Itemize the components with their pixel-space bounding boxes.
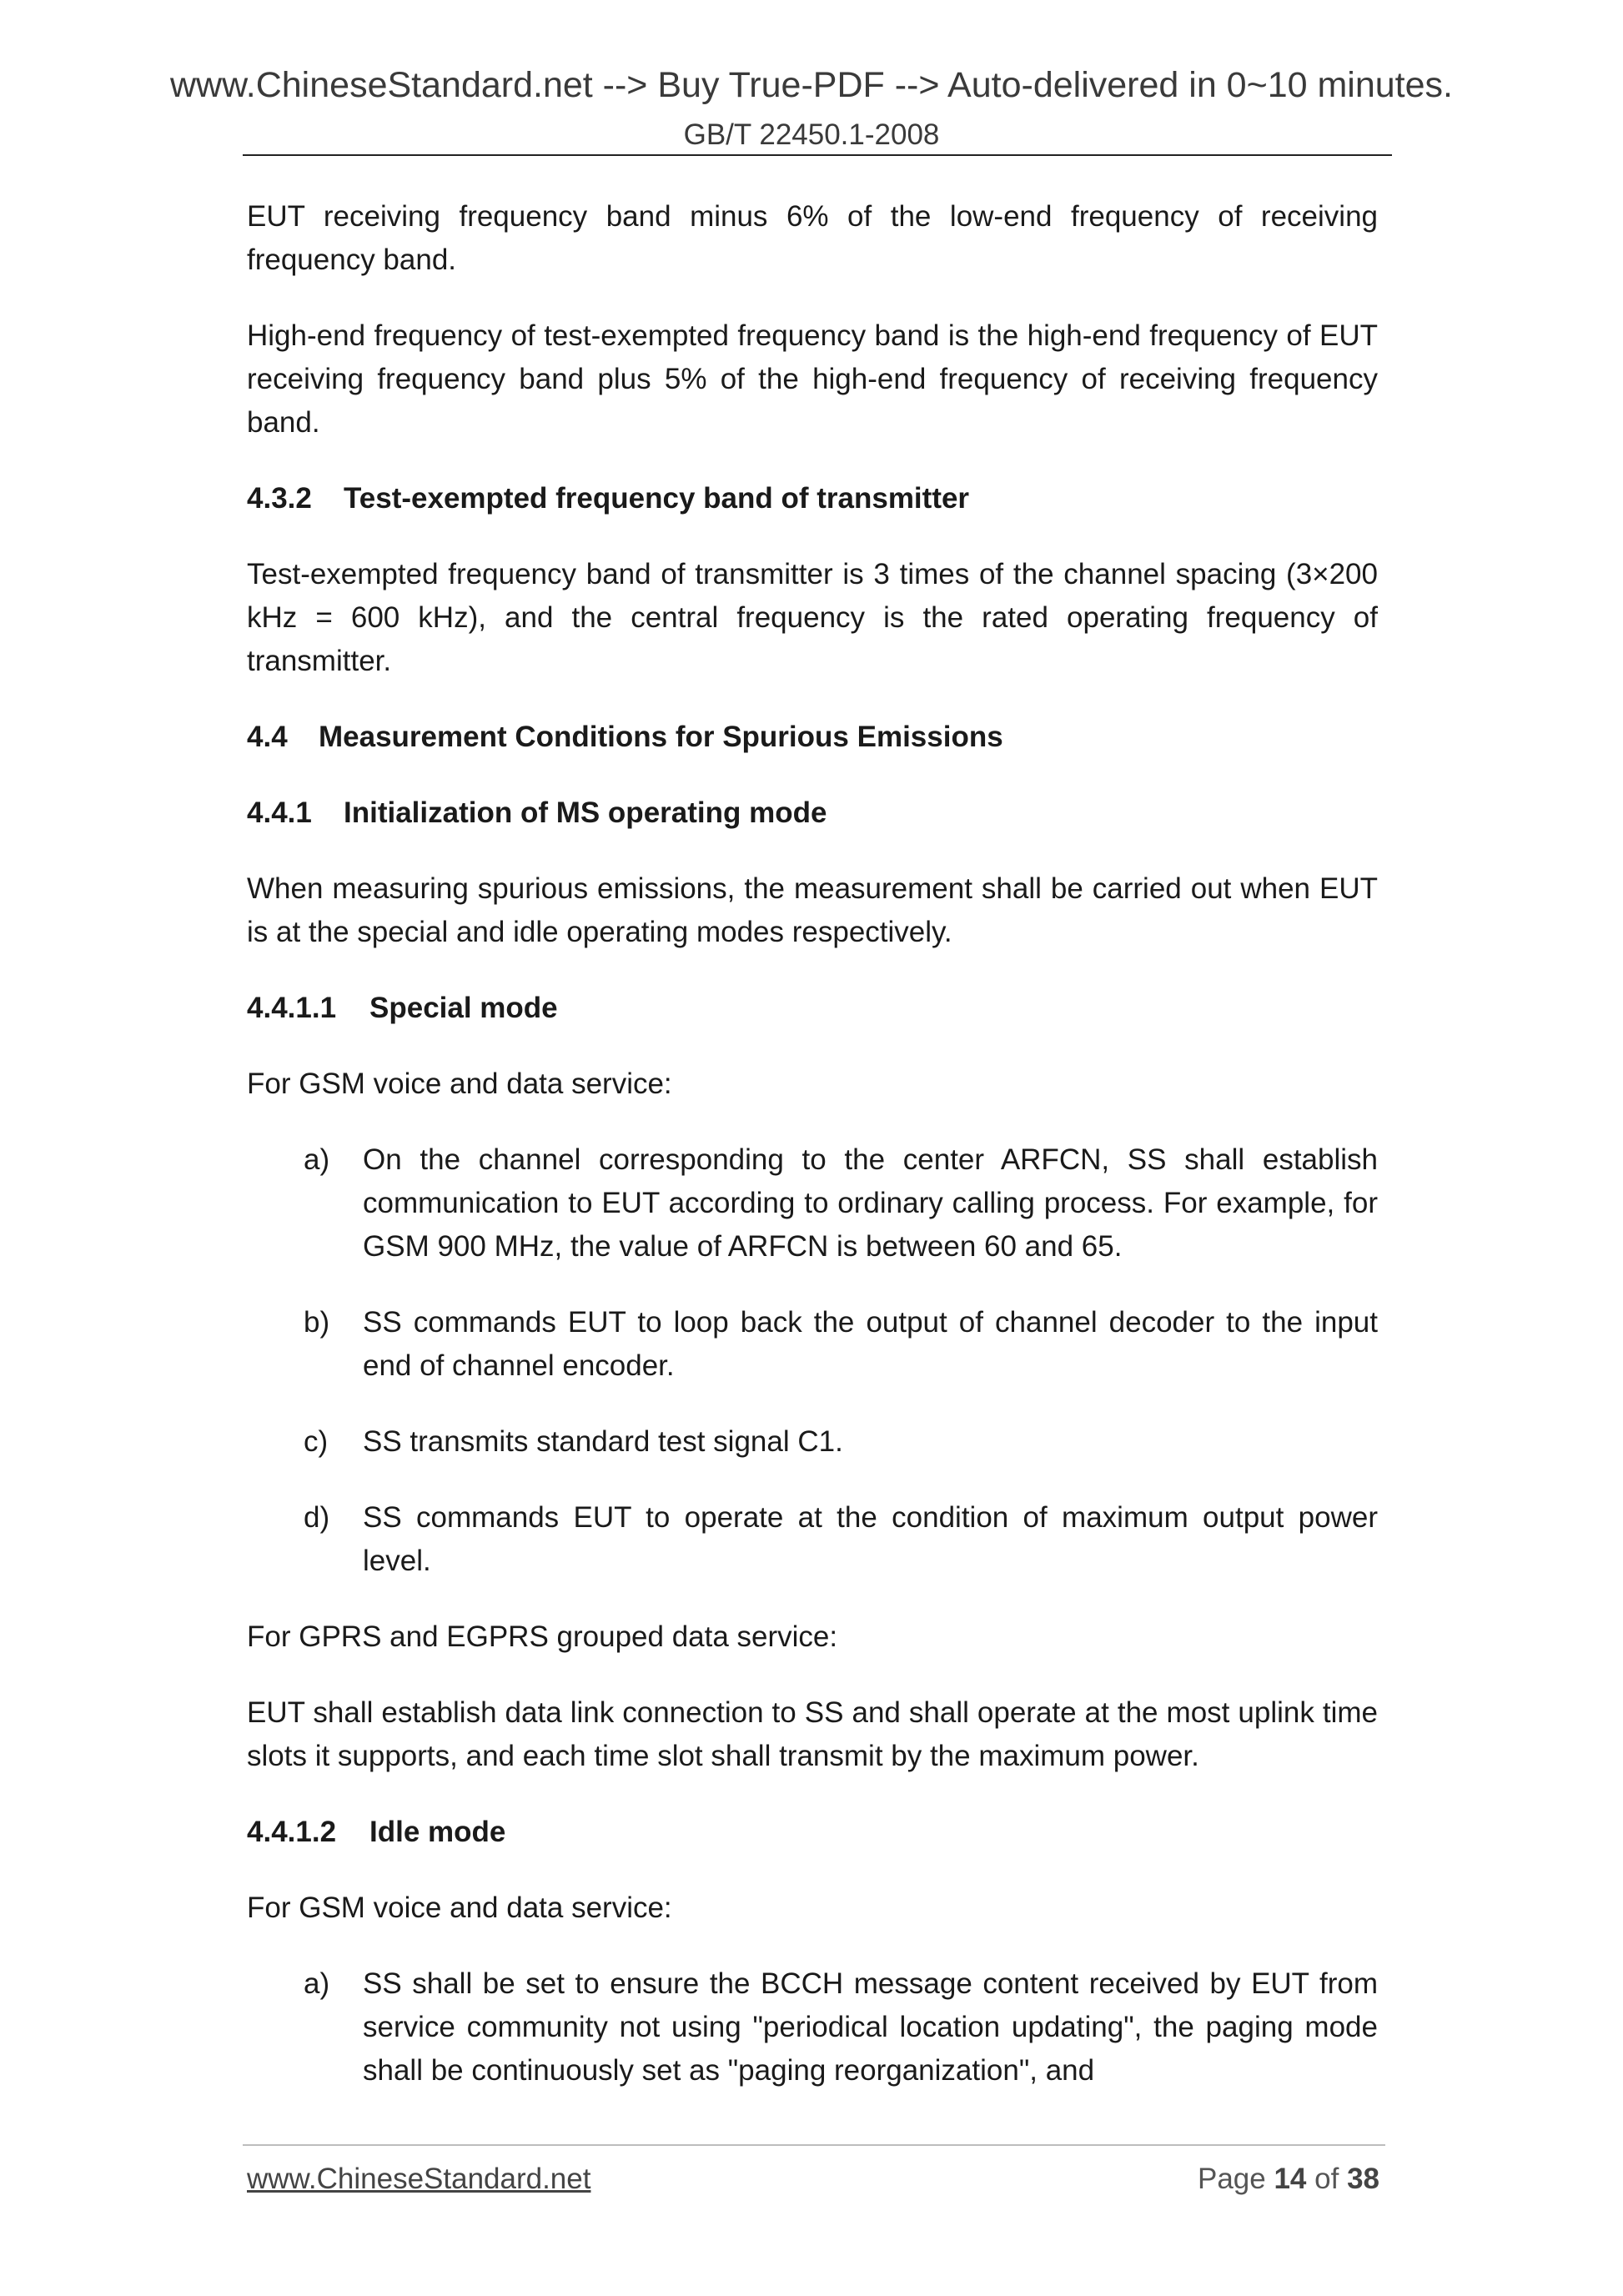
document-body [247, 195, 1378, 2125]
page-indicator [1198, 2163, 1379, 2196]
section-heading-4-4 [247, 716, 1378, 759]
section-number: 4.4.1.1 [247, 992, 337, 1024]
page-total: 38 [1347, 2163, 1379, 2195]
paragraph: For GSM voice and data service: [247, 1892, 672, 1924]
section-heading-4-4-1 [247, 791, 1378, 835]
list-item [247, 1962, 1378, 2093]
page-prefix: Page [1197, 2163, 1266, 2195]
section-title: Test-exempted frequency band of transmitter [344, 482, 970, 515]
list-item-text: SS commands EUT to loop back the output of channel decoder to the input end of channel encoder. [363, 1306, 1378, 1382]
section-title: Measurement Conditions for Spurious Emissions [319, 721, 1003, 753]
special-mode-list [247, 1138, 1378, 1583]
list-item [247, 1301, 1378, 1388]
footer-divider [243, 2144, 1385, 2146]
section-number: 4.4 [247, 721, 288, 753]
list-item-label: a) [304, 1967, 330, 2000]
section-number: 4.3.2 [247, 482, 312, 515]
standard-code: GB/T 22450.1-2008 [683, 118, 940, 151]
section-title: Initialization of MS operating mode [344, 796, 827, 829]
list-item-label: b) [304, 1306, 330, 1339]
page-of: of [1314, 2163, 1339, 2195]
list-item-text: SS shall be set to ensure the BCCH message content received by EUT from service community not using "periodical location updating", the paging mode shall be continuously set as "paging reorganization", and [363, 1967, 1378, 2087]
section-title: Idle mode [369, 1816, 506, 1848]
section-number: 4.4.1 [247, 796, 312, 829]
header-divider [243, 154, 1392, 156]
section-number: 4.4.1.2 [247, 1816, 337, 1848]
list-item [247, 1496, 1378, 1583]
list-item-text: SS commands EUT to operate at the condition of maximum output power level. [363, 1501, 1378, 1577]
paragraph: Test-exempted frequency band of transmitter is 3 times of the channel spacing (3×200 kHz = 600 kHz), and the central frequency is the rated operating frequency of transmitter. [247, 558, 1378, 677]
paragraph: For GSM voice and data service: [247, 1068, 672, 1100]
list-item-text: On the channel corresponding to the center ARFCN, SS shall establish communication to EUT according to ordinary calling process. For example, for GSM 900 MHz, the value of ARFCN is between 60 and 65. [363, 1143, 1378, 1263]
list-item-label: c) [304, 1425, 329, 1458]
idle-mode-list [247, 1962, 1378, 2093]
paragraph: EUT shall establish data link connection to SS and shall operate at the most uplink time slots it supports, and each time slot shall transmit by the maximum power. [247, 1696, 1378, 1772]
list-item-label: a) [304, 1143, 330, 1176]
list-item-label: d) [304, 1501, 330, 1534]
header-banner: www.ChineseStandard.net --> Buy True-PDF --> Auto-delivered in 0~10 minutes. [169, 65, 1453, 105]
list-item [247, 1138, 1378, 1269]
paragraph: EUT receiving frequency band minus 6% of the low-end frequency of receiving frequency band. [247, 200, 1378, 276]
list-item [247, 1420, 1378, 1464]
paragraph: When measuring spurious emissions, the measurement shall be carried out when EUT is at the special and idle operating modes respectively. [247, 872, 1378, 948]
paragraph: High-end frequency of test-exempted frequency band is the high-end frequency of EUT receiving frequency band plus 5% of the high-end frequency of receiving frequency band. [247, 319, 1378, 439]
page-current: 14 [1274, 2163, 1307, 2195]
section-heading-4-4-1-2 [247, 1811, 1378, 1854]
paragraph: For GPRS and EGPRS grouped data service: [247, 1620, 838, 1653]
section-heading-4-4-1-1 [247, 987, 1378, 1030]
footer-site-link[interactable]: www.ChineseStandard.net [247, 2163, 591, 2195]
section-heading-4-3-2 [247, 477, 1378, 520]
section-title: Special mode [369, 992, 558, 1024]
list-item-text: SS transmits standard test signal C1. [363, 1425, 843, 1458]
